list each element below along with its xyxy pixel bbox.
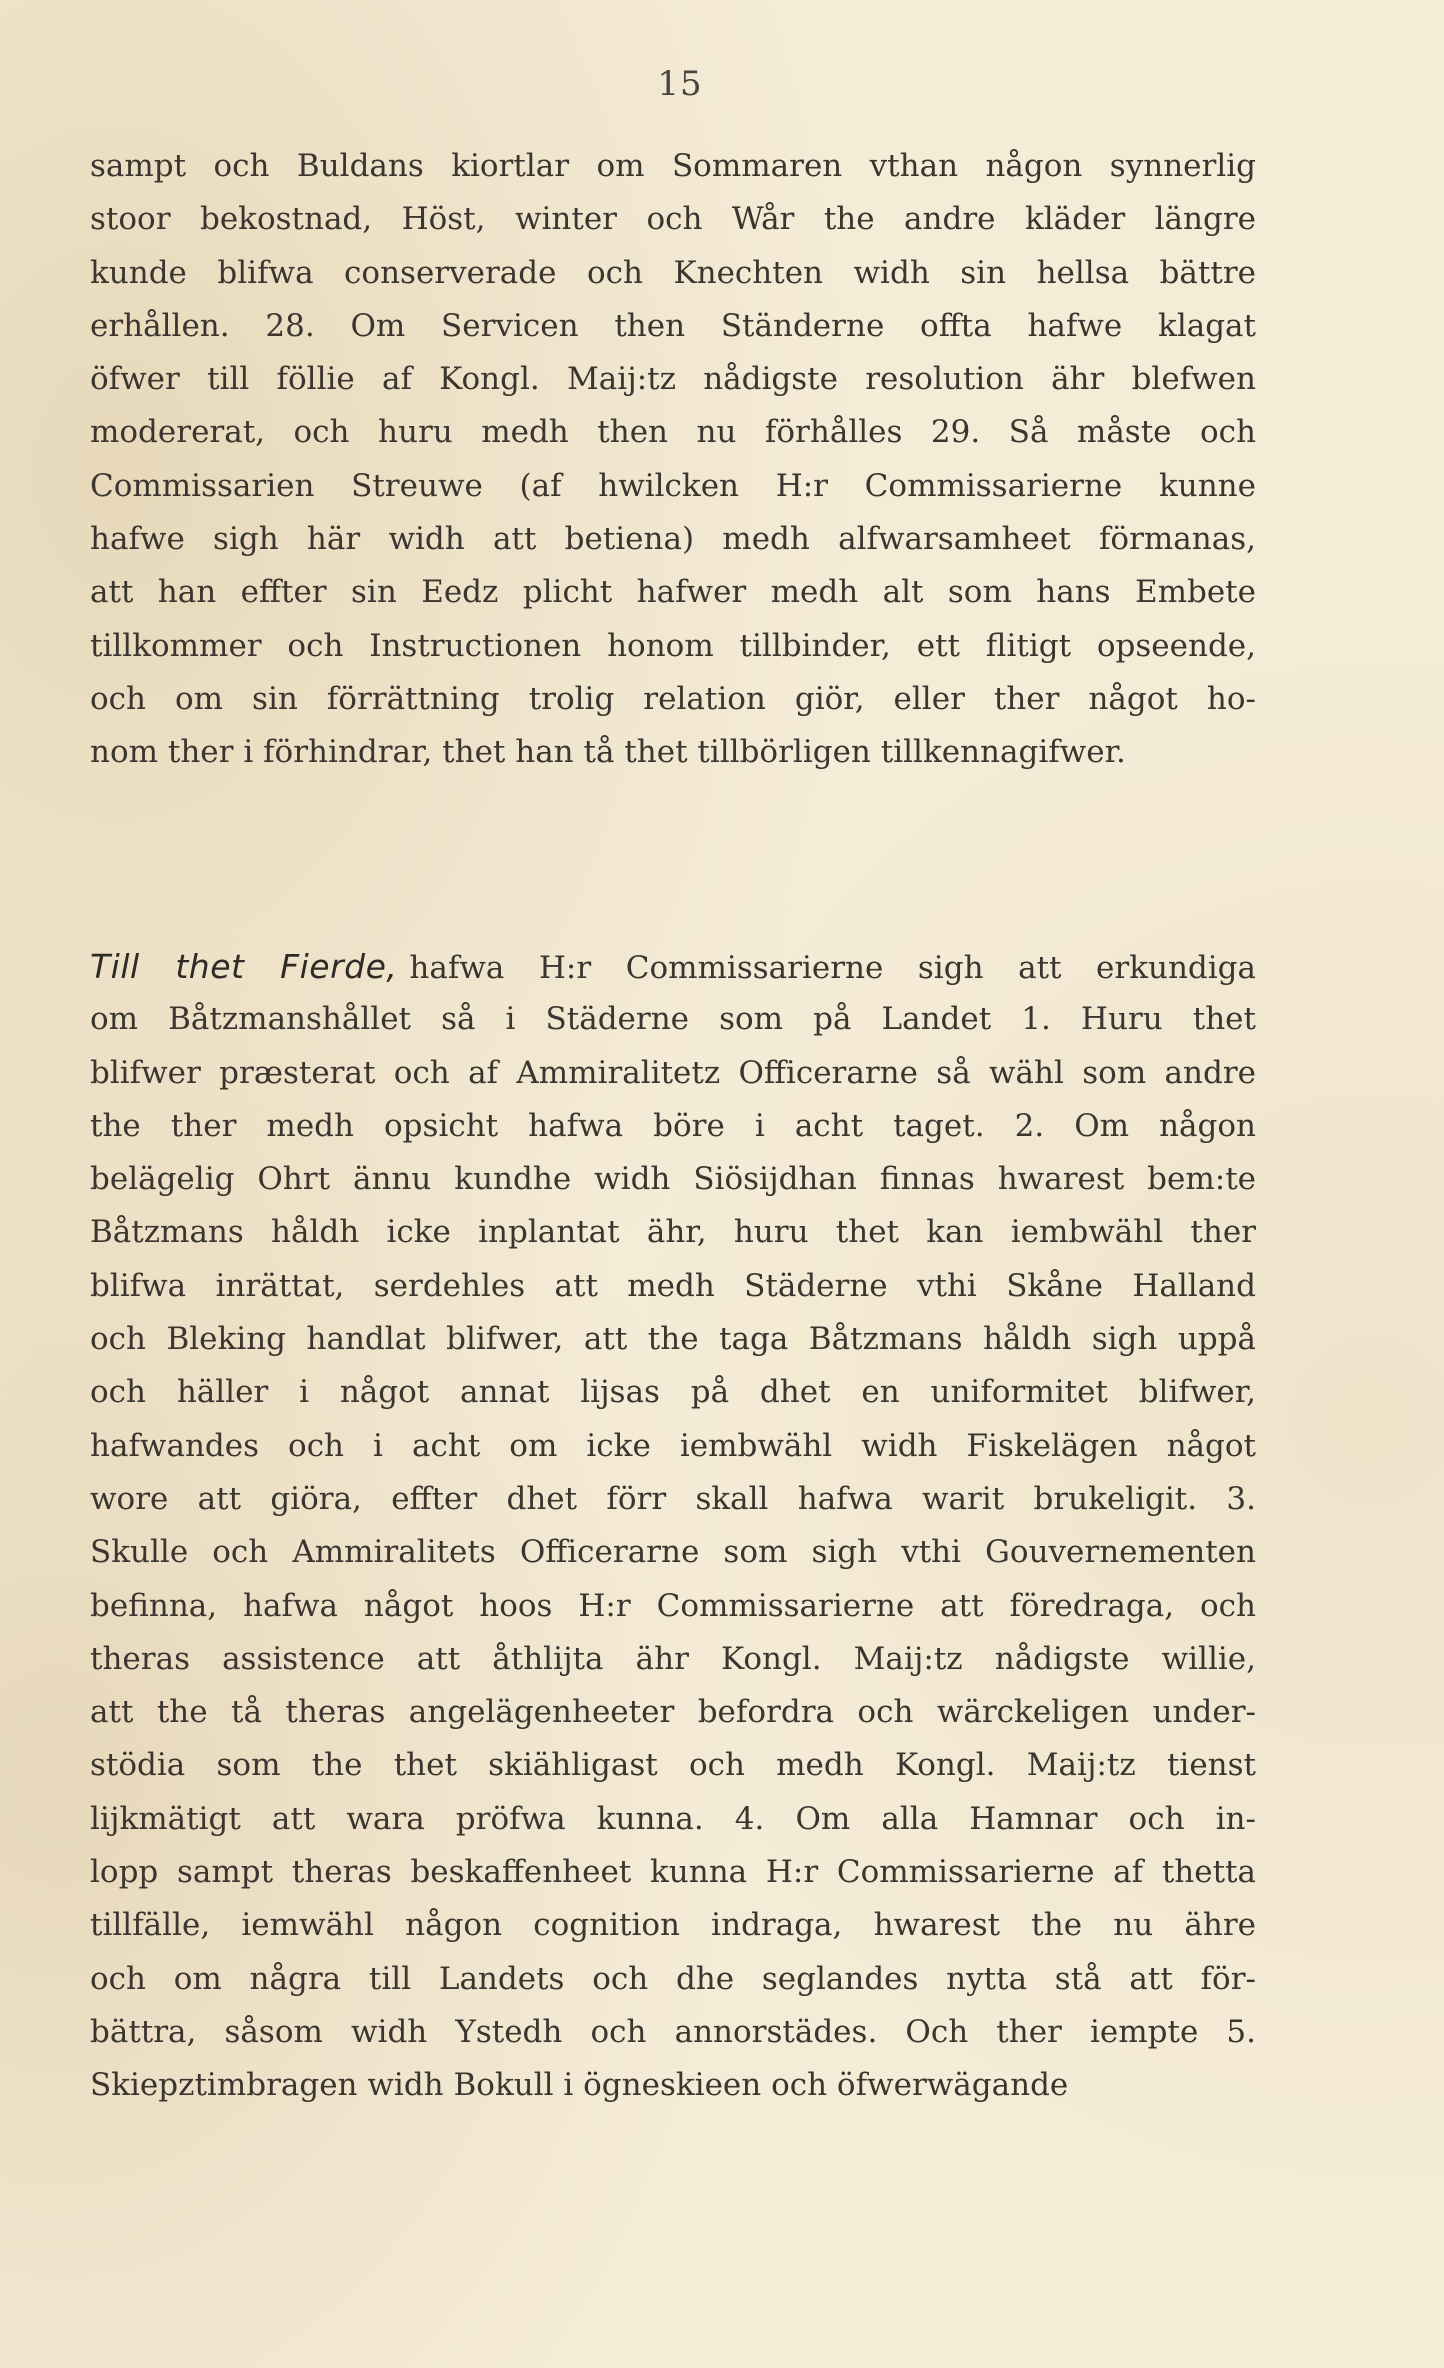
text-line: belägelig Ohrt ännu kundhe widh Siösijdhan finnas hwarest bem:te [90,1161,1256,1198]
text-line: blifwer præsterat och af Ammiralitetz Officerarne så wähl som andre [90,1054,1256,1091]
text-line: hafwe sigh här widh att betiena) medh alfwarsamheet förmanas, [90,521,1256,558]
text-line: nom ther i förhindrar, thet han tå thet tillbörligen tillkennagifwer. [90,734,1126,771]
first-line-text: hafwa H:r Commissarierne sigh att erkundiga [409,950,1256,986]
text-line: lopp sampt theras beskaffenheet kunna H:r Commissarierne af thetta [90,1854,1256,1891]
text-line: tillfälle, iemwähl någon cognition indraga, hwarest the nu ähre [90,1907,1256,1944]
page-number: 15 [657,64,703,104]
text-line: och om sin förrättning trolig relation giör, eller ther något ho- [90,680,1256,717]
text-line: och om några till Landets och dhe seglandes nytta stå att för- [90,1960,1256,1997]
text-line: stoor bekostnad, Höst, winter och Wår the andre kläder längre [90,201,1256,238]
text-line: befinna, hafwa något hoos H:r Commissarierne att föredraga, och [90,1587,1256,1624]
text-line: theras assistence att åthlijta ähr Kongl. Maij:tz nådigste willie, [90,1640,1256,1677]
text-line: kunde blifwa conserverade och Knechten widh sin hellsa bättre [90,254,1256,291]
text-line: att the tå theras angelägenheeter befordra och wärckeligen under- [90,1694,1256,1731]
text-line: sampt och Buldans kiortlar om Sommaren vthan någon synnerlig [90,148,1256,184]
text-line: och Bleking handlat blifwer, att the taga Båtzmans håldh sigh uppå [90,1321,1256,1358]
text-line: Commissarien Streuwe (af hwilcken H:r Commissarierne kunne [90,467,1256,504]
text-line: stödia som the thet skiähligast och medh Kongl. Maij:tz tienst [90,1747,1256,1784]
text-line: the ther medh opsicht hafwa böre i acht taget. 2. Om någon [90,1107,1256,1144]
text-line: blifwa inrättat, serdehles att medh Städerne vthi Skåne Halland [90,1267,1256,1304]
text-line: wore att giöra, effter dhet förr skall hafwa warit brukeligit. 3. [90,1480,1256,1517]
text-line: modererat, och huru medh then nu förhålles 29. Så måste och [90,414,1256,451]
text-line: öfwer till föllie af Kongl. Maij:tz nådigste resolution ähr blefwen [90,361,1256,398]
text-line: hafwandes och i acht om icke iembwähl widh Fiskelägen något [90,1427,1256,1464]
text-line: och häller i något annat lijsas på dhet en uniformitet blifwer, [90,1374,1256,1411]
text-line-first [90,940,1256,993]
paragraph-2 [90,940,1256,2113]
text-line: Skiepztimbragen widh Bokull i ögneskieen och öfwerwägande [90,2067,1069,2104]
section-heading: Till thet Fierde, [90,947,398,986]
text-line: bättra, såsom widh Ystedh och annorstädes. Och ther iempte 5. [90,2013,1256,2050]
text-line: Skulle och Ammiralitets Officerarne som sigh vthi Gouvernementen [90,1534,1256,1571]
paragraph-1 [90,140,1256,780]
text-line: att han effter sin Eedz plicht hafwer medh alt som hans Embete [90,574,1256,611]
text-line: om Båtzmanshållet så i Städerne som på Landet 1. Huru thet [90,1001,1256,1038]
text-line: Båtzmans håldh icke inplantat ähr, huru thet kan iembwähl ther [90,1214,1256,1251]
text-line: tillkommer och Instructionen honom tillbinder, ett flitigt opseende, [90,627,1256,664]
text-line: erhållen. 28. Om Servicen then Ständerne offta hafwe klagat [90,307,1256,344]
text-line: lijkmätigt att wara pröfwa kunna. 4. Om alla Hamnar och in- [90,1800,1256,1837]
